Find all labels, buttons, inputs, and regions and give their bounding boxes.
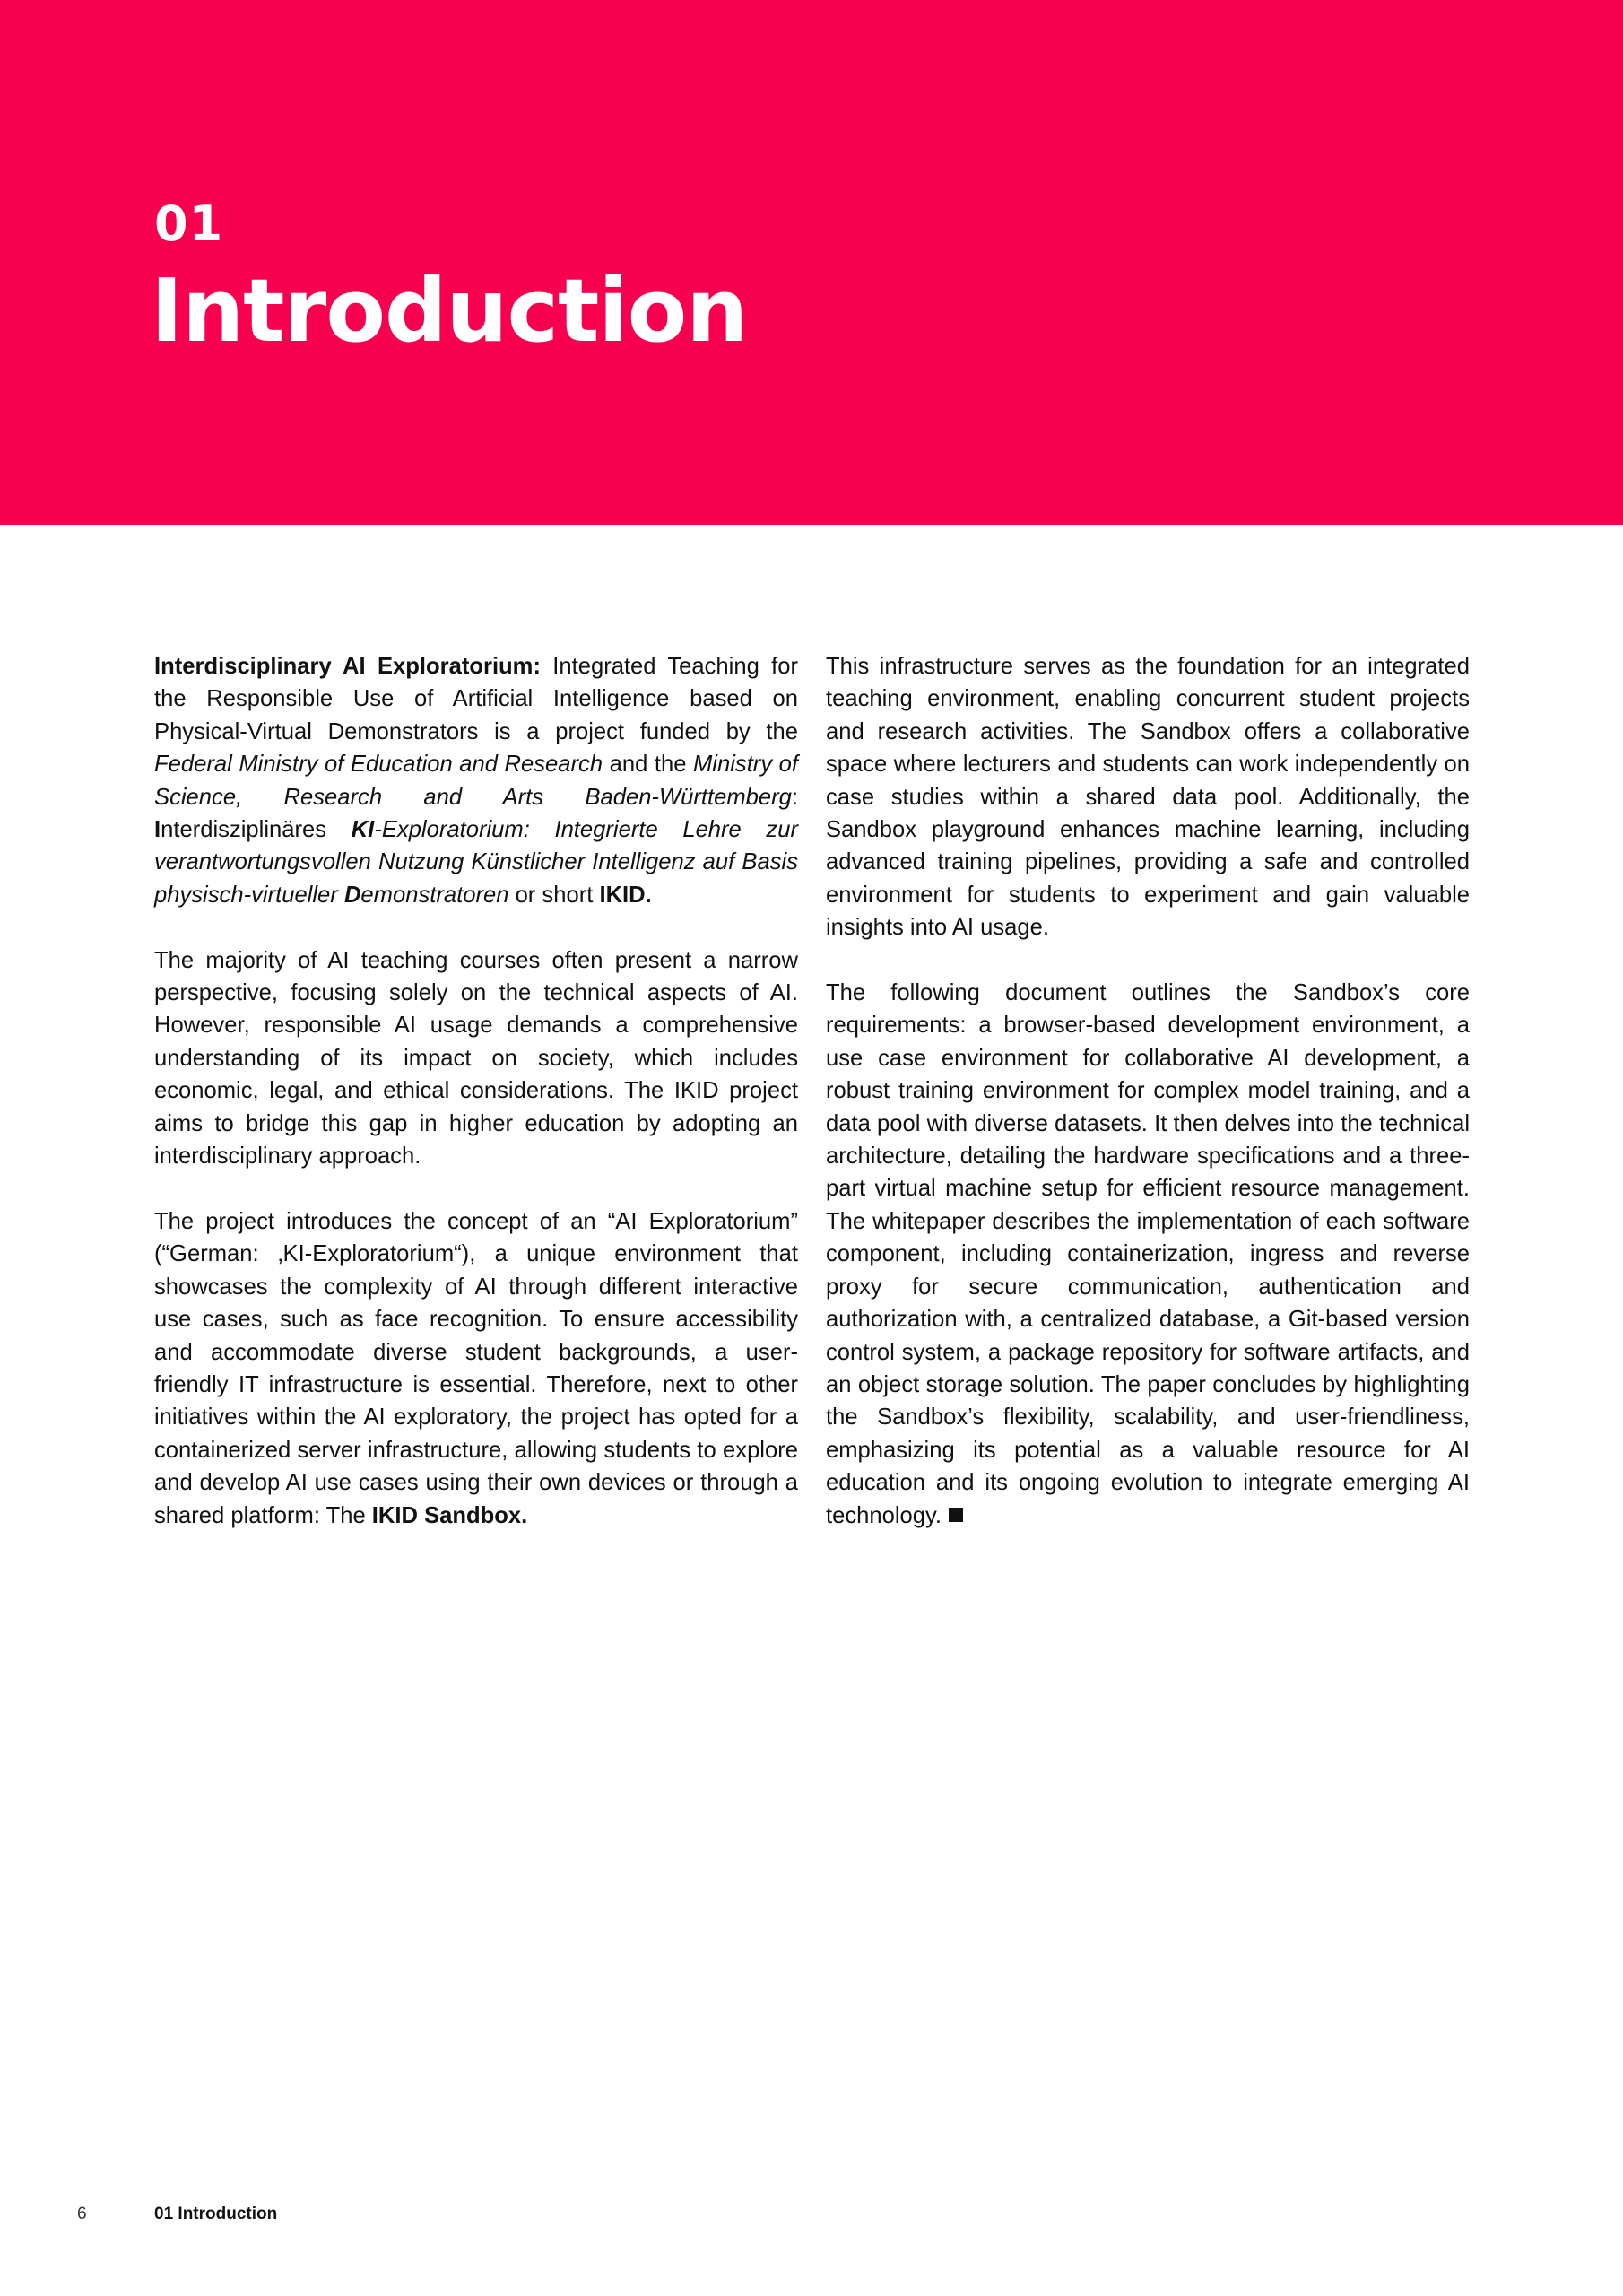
chapter-number: 01 (154, 196, 224, 252)
end-of-section-square-icon (949, 1508, 963, 1522)
text-run: : (791, 784, 798, 810)
paragraph-ai-teaching: The majority of AI teaching courses often present a narrow perspective, focusing solely on the technical aspects of AI. However, responsible AI usage demands a comprehensive understanding of its impact on society, which includes economic, legal, and ethical considerations. The IKID project aims to bridge this gap in higher education by adopting an interdisciplinary approach. (154, 947, 798, 1170)
text-run: The project introduces the concept of an “AI Exploratorium” (“German: ‚KI-Exploratorium“), a unique environment that showcases the complexity of AI through different interactive use cases, such as face recognition. To ensure accessibility and accommodate diverse student backgrounds, a user-friendly IT infrastructure is essential. Therefore, next to other initiatives within the AI exploratory, the project has opted for a containerized server infrastructure, allowing students to explore and develop AI use cases using their own devices or through a shared platform: The (154, 1208, 798, 1528)
funder-state-ministry: Ministry of Science, Research and Arts Baden-Württemberg (154, 752, 799, 810)
acronym-letter-d: D (343, 882, 361, 908)
chapter-header-band (0, 0, 1623, 525)
text-run: Integrated Teaching for the Responsible Use of Artificial Intelligence based on Physical-Virtual Demonstrators is a project funded by the (154, 654, 798, 744)
paragraph-document-outline (826, 977, 1470, 1532)
acronym-letter-i: I (154, 817, 161, 843)
text-run: The following document outlines the Sandbox’s core requirements: a browser-based development environment, a use case environment for collaborative AI development, a robust training environment for complex model training, and a data pool with diverse datasets. It then delves into the technical architecture, detailing the hardware specifications and a three-part virtual machine setup for efficient resource management. The whitepaper describes the implementation of each software component, including containerization, ingress and reverse proxy for secure communication, authentication and authorization with, a centralized database, a Git-based version control system, a package repository for software artifacts, and an object storage solution. The paper concludes by highlighting the Sandbox’s flexibility, scalability, and user-friendliness, emphasizing its potential as a valuable resource for AI education and its ongoing evolution to integrate emerging AI technology. (826, 980, 1470, 1528)
left-column (154, 650, 798, 1564)
paragraph-infrastructure: This infrastructure serves as the foundation for an integrated teaching environment, enabling concurrent student projects and research activities. The Sandbox offers a collaborative space where lecturers and students can work independently on case studies within a shared data pool. Additionally, the Sandbox playground enhances machine learning, including advanced training pipelines, providing a safe and controlled environment for students to experiment and gain valuable insights into AI usage. (826, 654, 1470, 941)
footer-section-title: 01 Introduction (154, 2205, 278, 2223)
text-run: and the (603, 752, 693, 778)
ikid-sandbox-bold: IKID Sandbox. (371, 1502, 528, 1528)
funder-federal-ministry: Federal Ministry of Education and Research (154, 752, 603, 778)
text-run: or short (508, 882, 600, 908)
page-number: 6 (77, 2205, 87, 2223)
acronym-letters-ki: KI (351, 817, 375, 843)
acronym-ikid: IKID. (599, 882, 652, 908)
german-title-run: -Exploratorium: Integrierte Lehre zur verantwortungsvollen Nutzung Künstlicher Intelligenz auf Basis physisch-virtueller (154, 817, 798, 908)
text-run: nterdisziplinäres (161, 817, 352, 843)
german-title-run: emonstratoren (360, 882, 509, 908)
paragraph-project-name (154, 650, 798, 911)
chapter-title: Introduction (151, 260, 748, 361)
lead-bold-text: Interdisciplinary AI Exploratorium: (154, 654, 541, 679)
paragraph-ai-exploratorium (154, 1205, 798, 1532)
right-column (826, 650, 1470, 1564)
